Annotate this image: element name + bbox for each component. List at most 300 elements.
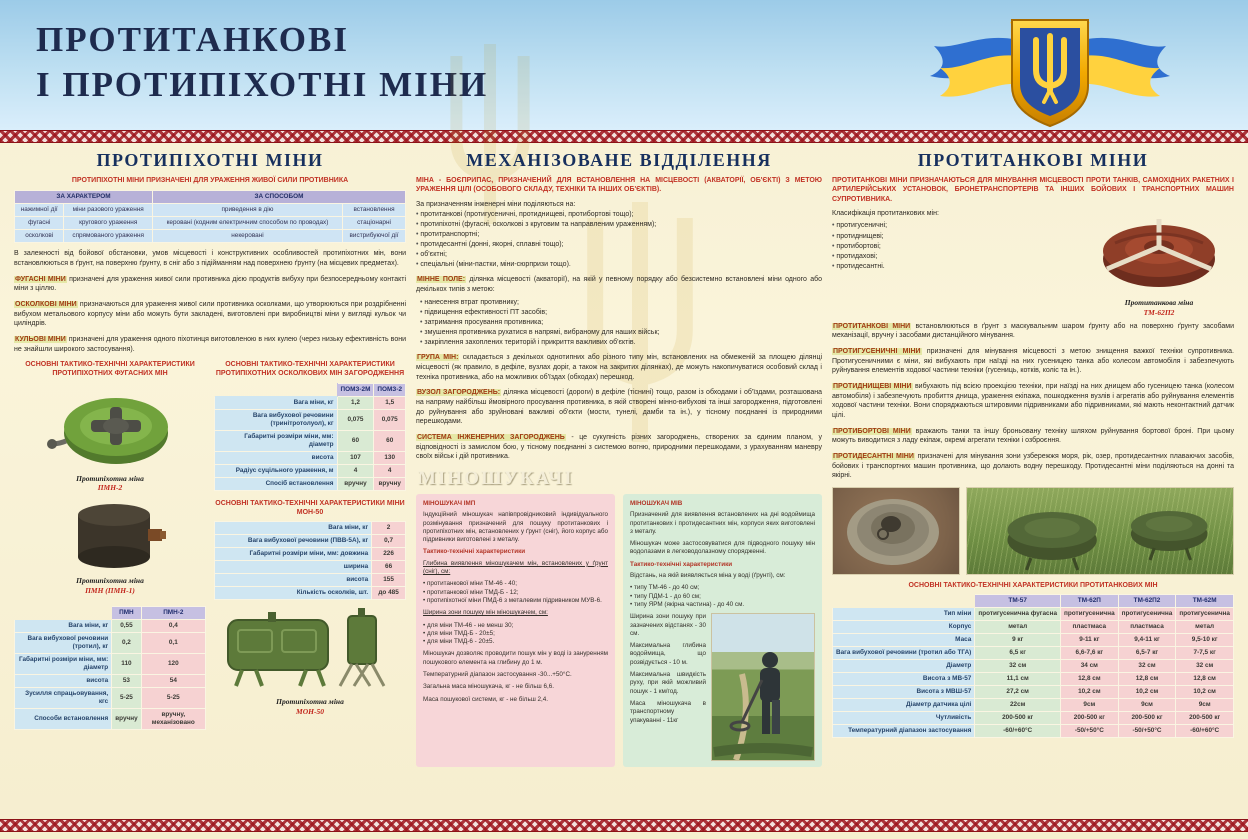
tm62p2-mine-image bbox=[1089, 209, 1229, 293]
table-cell: вистрибуючої дії bbox=[343, 230, 406, 243]
imp-subtitle: Тактико-технічні характеристики bbox=[423, 548, 526, 556]
paragraph-lead: ГРУПА МІН: bbox=[417, 354, 459, 362]
table-row bbox=[15, 688, 206, 709]
table-cell: 7-7,5 кг bbox=[1176, 647, 1234, 660]
left-heading: ПРОТИПІХОТНІ МІНИ bbox=[96, 150, 324, 170]
table-cell: 5-25 bbox=[141, 688, 205, 709]
miv-detector-box bbox=[623, 494, 822, 767]
miv-title: МІНОШУКАЧ МІВ bbox=[630, 500, 683, 507]
list-item: • протипіхотні (фугасні, осколкові з круговим та направленим ураженням); bbox=[416, 220, 822, 230]
mines-in-grass-photo bbox=[966, 487, 1234, 575]
table-row bbox=[215, 477, 406, 490]
ttx-oskol-title: ОСНОВНІ ТАКТИКО-ТЕХНІЧНІ ХАРАКТЕРИСТИКИ ПРОТИПІХОТНИХ ОСКОЛКОВИХ МІН ЗАГОРОДЖЕННЯ bbox=[215, 361, 405, 378]
list-item: • протиднищеві; bbox=[832, 232, 1078, 242]
table-cell: Радіус суцільного ураження, м bbox=[215, 464, 338, 477]
table-row bbox=[215, 535, 406, 548]
table-cell: 9см bbox=[1061, 699, 1119, 712]
paragraph-text: встановлюються в ґрунт з маскувальним шаром ґрунту або на поверхню ґрунту засобами механізації, вручну і засобами дистанційного мінування. bbox=[832, 322, 1234, 340]
table-cell: вручну, механізовано bbox=[141, 709, 205, 730]
list-item: • протидесантні (донні, якорні, сплавні тощо); bbox=[416, 240, 822, 250]
table-row bbox=[15, 633, 206, 654]
detector-boxes bbox=[416, 494, 822, 767]
table-cell: -60/+60°С bbox=[975, 725, 1061, 738]
table-cell: ширина bbox=[215, 561, 372, 574]
table-cell: 60 bbox=[337, 430, 374, 451]
sapper-silhouette-icon bbox=[712, 614, 814, 760]
pmn1-figure bbox=[14, 499, 206, 600]
mon50-figure bbox=[214, 606, 406, 730]
table-cell: Вага вибухової речовини (тринітротолуол), кг bbox=[215, 409, 338, 430]
table-cell: 54 bbox=[141, 675, 205, 688]
paragraph-lead: СИСТЕМА ІНЖЕНЕРНИХ ЗАГОРОДЖЕНЬ bbox=[417, 434, 565, 442]
table-cell: Вага вибухової речовини (тротил), кг bbox=[15, 633, 112, 654]
table-row bbox=[215, 396, 406, 409]
imp-width-list bbox=[423, 622, 608, 647]
table-row bbox=[833, 699, 1234, 712]
sapper-field-photo bbox=[711, 613, 815, 761]
table-cell: 10,2 см bbox=[1176, 686, 1234, 699]
paragraph: Максимальна глибина водоймища, що розвідується - 10 м. bbox=[630, 642, 706, 666]
table-cell: Способи встановлення bbox=[15, 709, 112, 730]
paragraph bbox=[14, 335, 406, 354]
minefield-bullets bbox=[420, 298, 822, 348]
paragraph bbox=[416, 388, 822, 427]
table-cell: кругового ураження bbox=[64, 217, 153, 230]
paragraph-text: - це сукупність різних загороджень, створених за єдиним планом, у відповідності із замислом бою, у тісному поєднанні з системою вогню, природними перешкодами, з урахуванням маневру своїх військ і дій противника. bbox=[416, 434, 822, 461]
ribbon-left-icon bbox=[930, 38, 1018, 97]
table-cell: до 485 bbox=[372, 587, 406, 600]
table-cell: 9см bbox=[1176, 699, 1234, 712]
table-row bbox=[833, 725, 1234, 738]
table-cell: 32 см bbox=[975, 660, 1061, 673]
mon50-table bbox=[214, 521, 406, 600]
paragraph: Маса міношукача в транспортному упакуванні - 11кг bbox=[630, 699, 706, 724]
table-cell: 0,1 bbox=[141, 633, 205, 654]
paragraph-text: призначені для ураження одного піхотинця виготовленою в них кулею (через низьку ефективність вони не знайшли широкого застосування). bbox=[14, 336, 406, 353]
caption-model: ПМН (ПМН-1) bbox=[85, 585, 135, 595]
imp-depth-list bbox=[423, 580, 608, 605]
caption-text: Протипіхотна міна bbox=[276, 697, 344, 707]
table-cell: Габаритні розміри міни, мм: діаметр bbox=[215, 430, 338, 451]
imp-width-label: Ширина зони пошуку мін міношукачем, см: bbox=[423, 609, 548, 617]
header-band bbox=[0, 0, 1248, 130]
table-cell: висота bbox=[215, 574, 372, 587]
table-row bbox=[215, 561, 406, 574]
content-columns bbox=[14, 148, 1234, 815]
paragraph-lead: ПРОТИГУСЕНИЧНІ МІНИ bbox=[833, 348, 921, 356]
paragraph-text: складається з декількох однотипних або різного типу мін, встановлених на обмеженій за площею ділянці місцевості (як правило, в дефіле, вузлах доріг, а також на закритих ділянках), де можуть накопичуватися особовий склад і техніка противника, або на можливих об'їздах (обходах) перешкод. bbox=[416, 354, 822, 381]
table-row bbox=[215, 409, 406, 430]
paragraph bbox=[832, 347, 1234, 376]
table-cell: 0,075 bbox=[337, 409, 374, 430]
table-row bbox=[215, 451, 406, 464]
caption-model: ТМ-62П2 bbox=[1143, 308, 1175, 318]
paragraph bbox=[832, 382, 1234, 421]
left-intro: ПРОТИПІХОТНІ МІНИ ПРИЗНАЧЕНІ ДЛЯ УРАЖЕННЯ ЖИВОЇ СИЛИ ПРОТИВНИКА bbox=[71, 177, 349, 184]
middle-column-engineering bbox=[416, 148, 822, 815]
table-cell: міни разового ураження bbox=[64, 204, 153, 217]
paragraph-lead: ПРОТИТАНКОВІ МІНИ bbox=[833, 322, 911, 330]
table-cell: 120 bbox=[141, 654, 205, 675]
table-row bbox=[833, 647, 1234, 660]
tm62-caption bbox=[1084, 298, 1234, 318]
table-row bbox=[833, 660, 1234, 673]
paragraph: Призначений для виявлення встановлених на дні водоймища протитанкових і протидесантних мін, корпуси яких виготовлені з металу. bbox=[630, 511, 815, 535]
list-item: • протигусеничні; bbox=[832, 221, 1078, 231]
table-cell: -50/+50°С bbox=[1118, 725, 1176, 738]
paragraph-text: призначені для мінування місцевості з метою знищення важкої техніки супротивника. Протигусеничними є міни, які вибухають при наїзді на них гусеницею танка або колесом автомобіля і забезпечують руйнування елементів ходової частини техніки (гусениць, котків, коліс та ін.). bbox=[832, 348, 1234, 375]
mine-in-ground-photo bbox=[832, 487, 960, 575]
table-cell: висота bbox=[215, 451, 338, 464]
table-cell: 6,5-7 кг bbox=[1118, 647, 1176, 660]
list-item: • закріплення захоплених територій і прикриття важливих об'єктів. bbox=[420, 338, 822, 348]
table-cell: пластмаса bbox=[1061, 621, 1119, 634]
tm-table-title: ОСНОВНІ ТАКТИКО-ТЕХНІЧНІ ХАРАКТЕРИСТИКИ ПРОТИТАНКОВИХ МІН bbox=[908, 582, 1158, 589]
table-cell: 0,7 bbox=[372, 535, 406, 548]
pmn-block bbox=[14, 606, 206, 730]
ukraine-emblem-icon bbox=[900, 12, 1200, 128]
mon50-block bbox=[214, 499, 406, 600]
table-cell: 226 bbox=[372, 548, 406, 561]
paragraph: Загальна маса міношукача, кг - не більш 6,6. bbox=[423, 683, 554, 691]
table-cell: 1,5 bbox=[374, 396, 406, 409]
table-cell: Кількість осколків, шт. bbox=[215, 587, 372, 600]
table-cell: Діаметр bbox=[833, 660, 975, 673]
table-cell: 0,2 bbox=[112, 633, 141, 654]
table-cell: 107 bbox=[337, 451, 374, 464]
list-item: • протитанкової міни ТМ-46 - 40; bbox=[423, 580, 608, 588]
table-row bbox=[215, 548, 406, 561]
paragraph: Індукційний міношукач напівпровідниковий індивідуального розмінування призначений для пошуку протитанкових і протипіхотних мін, встановлених у ґрунт (сніг), його корпус або підривники виготовлені з металу. bbox=[423, 511, 608, 544]
imp-detector-box bbox=[416, 494, 615, 767]
table-cell: метал bbox=[975, 621, 1061, 634]
paragraph bbox=[14, 249, 406, 268]
paragraph-lead: КУЛЬОВІ МІНИ bbox=[15, 336, 66, 344]
list-item: • протибортові; bbox=[832, 242, 1078, 252]
table-cell: 0,4 bbox=[141, 620, 205, 633]
table-cell: Вага міни, кг bbox=[15, 620, 112, 633]
paragraph: Міношукач дозволяє проводити пошук мін у воді із зануренням пошукового елемента на глибину до 1 м. bbox=[423, 650, 608, 666]
table-cell: Вага вибухової речовини (тротил або ТГА) bbox=[833, 647, 975, 660]
table-cell: нажимної дії bbox=[15, 204, 64, 217]
table-cell: 4 bbox=[337, 464, 374, 477]
table-row bbox=[215, 464, 406, 477]
table-cell: Вага міни, кг bbox=[215, 396, 338, 409]
table-cell: Спосіб встановлення bbox=[215, 477, 338, 490]
table-row bbox=[15, 675, 206, 688]
paragraph bbox=[832, 322, 1234, 341]
list-item: • для міни ТМД-6 - 20±5. bbox=[423, 638, 608, 646]
imp-title: МІНОШУКАЧ ІМП bbox=[423, 500, 476, 507]
table-row bbox=[215, 383, 406, 396]
middle-intro: МІНА - БОЄПРИПАС, ПРИЗНАЧЕНИЙ ДЛЯ ВСТАНОВЛЕННЯ НА МІСЦЕВОСТІ (АКВАТОРІЇ, ОБ'ЄКТІ) З МЕТОЮ УРАЖЕННЯ ЦІЛІ (ОСОБОВОГО СКЛАДУ, ТЕХНІКИ ТА ІНШИХ ОБ'ЄКТІВ). bbox=[416, 177, 822, 194]
table-cell: 6,5 кг bbox=[975, 647, 1061, 660]
table-cell: Габаритні розміри міни, мм: діаметр bbox=[15, 654, 112, 675]
table-row bbox=[15, 204, 406, 217]
imp-depth-label: Глибина виявлення міношукачем мін, встановлених у ґрунт (сніг), см: bbox=[423, 559, 608, 576]
table-cell: 32 см bbox=[1176, 660, 1234, 673]
list-item: • нанесення втрат противнику; bbox=[420, 298, 822, 308]
table-cell: Діаметр датчика цілі bbox=[833, 699, 975, 712]
table-header-cell: ТМ-57 bbox=[975, 595, 1061, 608]
table-header-cell: ПОМЗ-2 bbox=[374, 383, 406, 396]
table-row bbox=[215, 574, 406, 587]
table-cell: 34 см bbox=[1061, 660, 1119, 673]
poster-title bbox=[36, 18, 488, 108]
miv-dist-label: Відстань, на якій виявляється міна у воді (ґрунті), см: bbox=[630, 572, 786, 580]
table-cell: 9см bbox=[1118, 699, 1176, 712]
paragraph bbox=[416, 275, 822, 294]
table-cell: стаціонарні bbox=[343, 217, 406, 230]
table-cell: вручну bbox=[112, 709, 141, 730]
list-item: • типу ПДМ-1 - до 60 см; bbox=[630, 593, 815, 601]
table-header-cell: ТМ-62П bbox=[1061, 595, 1119, 608]
table-row bbox=[15, 654, 206, 675]
paragraph-lead: ПРОТИДЕСАНТНІ МІНИ bbox=[833, 453, 914, 461]
caption-model: МОН-50 bbox=[296, 706, 324, 716]
table-cell: 9-11 кг bbox=[1061, 634, 1119, 647]
table-cell: 155 bbox=[372, 574, 406, 587]
paragraph-lead: МІННЕ ПОЛЕ: bbox=[417, 276, 466, 284]
table-cell: Зусилля спрацьовування, кгс bbox=[15, 688, 112, 709]
table-row bbox=[15, 191, 406, 204]
ornament-border-bottom bbox=[0, 819, 1248, 832]
table-cell: Температурний діапазон застосування bbox=[833, 725, 975, 738]
paragraph-text: вибухають під всією проекцією техніки, при наїзді на них днищем або гусеницею танка (колесом автомобіля) і забезпечують пробиття днища, ураження екіпажа, пошкодження вузлів і агрегатів або руйнування елементів ходової частини техніки. Вони споряджаються штировими підривниками або підривниками, які мають неконтактний датчик цілі. bbox=[832, 383, 1234, 420]
left-column-antipersonnel bbox=[14, 148, 406, 815]
table-row bbox=[215, 430, 406, 451]
ttx-fugas-title: ОСНОВНІ ТАКТИКО-ТЕХНІЧНІ ХАРАКТЕРИСТИКИ ПРОТИПІХОТНИХ ФУГАСНИХ МІН bbox=[25, 361, 195, 378]
table-row bbox=[15, 620, 206, 633]
caption-text: Протитанкова міна bbox=[1124, 298, 1194, 308]
ribbon-right-icon bbox=[1082, 38, 1170, 97]
table-header-cell: ТМ-62М bbox=[1176, 595, 1234, 608]
mon50-mine-image bbox=[222, 606, 398, 692]
table-cell: Чутливість bbox=[833, 712, 975, 725]
table-cell: 11,1 см bbox=[975, 673, 1061, 686]
ornament-border-top bbox=[0, 130, 1248, 143]
list-item: • протидесантні. bbox=[832, 262, 1078, 272]
right-intro: ПРОТИТАНКОВІ МІНИ ПРИЗНАЧАЮТЬСЯ ДЛЯ МІНУВАННЯ МІСЦЕВОСТІ ПРОТИ ТАНКІВ, САМОХІДНИХ РАКЕТНИХ І АРТИЛЕРІЙСЬКИХ УСТАНОВОК, БРОНЕТРАНСПОРТЕРІВ ТА ІНШИХ БОЙОВИХ І ТРАНСПОРТНИХ МАШИН СУПРОТИВНИКА. bbox=[832, 177, 1234, 203]
list-item: • протитанкові (протигусеничні, протиднищеві, протибортові тощо); bbox=[416, 210, 822, 220]
paragraph-lead: ФУГАСНІ МІНИ bbox=[15, 275, 66, 283]
table-cell: 4 bbox=[374, 464, 406, 477]
table-header-cell: ТМ-62П2 bbox=[1118, 595, 1176, 608]
paragraph-text: ділянка місцевості (дороги) в дефіле (тіснині) тощо, разом із обходами і об'їздами, розташована на напряму найбільш ймовірного просування противника, в якій створені мінно-вибухові та інші загородження, підготовлені до руйнування або зруйновані важливі об'єкти (мости, тунелі, дамби та ін.), у тісному поєднанні із природними перешкодами. bbox=[416, 389, 822, 426]
mine-types-label: За призначенням інженерні міни поділяються на: bbox=[416, 200, 576, 208]
mon50-caption bbox=[214, 697, 406, 717]
table-row bbox=[15, 230, 406, 243]
table-cell: приведення в дію bbox=[152, 204, 342, 217]
table-row bbox=[15, 217, 406, 230]
table-cell: -60/+60°С bbox=[1176, 725, 1234, 738]
table-cell: Вага міни, кг bbox=[215, 522, 372, 535]
list-item: • спеціальні (міни-пастки, міни-сюрпризи тощо). bbox=[416, 260, 822, 270]
paragraph bbox=[14, 275, 406, 294]
detectors-heading: МІНОШУКАЧІ bbox=[418, 468, 574, 489]
mon50-title: ОСНОВНІ ТАКТИКО-ТЕХНІЧНІ ХАРАКТЕРИСТИКИ МІНИ МОН-50 bbox=[215, 500, 405, 517]
paragraph-text: ділянка місцевості (акваторії), на якій у певному порядку або безсистемно встановлені міни одного або декількох типів з метою: bbox=[416, 276, 822, 294]
caption-model: ПМН-2 bbox=[97, 483, 123, 493]
table-cell: 6,6-7,6 кг bbox=[1061, 647, 1119, 660]
paragraph-text: призначені для ураження живої сили противника дією продуктів вибуху при безпосередньому контакті міни з ціллю. bbox=[14, 275, 406, 293]
paragraph-text: В залежності від бойової обстановки, умов місцевості і конструктивних особливостей протипіхотних мін, вони встановлюються в ґрунт, на поверхню ґрунту, в сніг або з підійманням над поверхнею ґрунту (на місцевих предметах). bbox=[14, 250, 406, 268]
table-cell: Габаритні розміри міни, мм: довжина bbox=[215, 548, 372, 561]
table-row bbox=[15, 709, 206, 730]
table-row bbox=[215, 522, 406, 535]
list-item: • протидахові; bbox=[832, 252, 1078, 262]
pmn-table bbox=[14, 606, 206, 730]
table-cell: 110 bbox=[112, 654, 141, 675]
pmn1-mine-image bbox=[50, 499, 170, 571]
pmn2-mine-image bbox=[44, 383, 176, 469]
table-cell: 130 bbox=[374, 451, 406, 464]
list-item: • підвищення ефективності ПТ засобів; bbox=[420, 308, 822, 318]
coat-of-arms bbox=[900, 12, 1200, 128]
pomz-block bbox=[214, 360, 406, 493]
caption-text: Протипіхотна міна bbox=[76, 576, 144, 586]
surface-mines-icon bbox=[967, 488, 1233, 574]
table-cell: 10,2 см bbox=[1118, 686, 1176, 699]
table-cell: Корпус bbox=[833, 621, 975, 634]
table-cell: 60 bbox=[374, 430, 406, 451]
paragraph-lead: ПРОТИДНИЩЕВІ МІНИ bbox=[833, 383, 912, 391]
paragraph: Ширина зони пошуку при зазначених відстанях - 30 см. bbox=[630, 613, 706, 637]
table-cell: 66 bbox=[372, 561, 406, 574]
paragraph bbox=[416, 353, 822, 382]
paragraph: Маса пошукової системи, кг - не більш 2,4. bbox=[423, 695, 549, 703]
table-cell: вручну bbox=[337, 477, 374, 490]
table-cell: 12,8 см bbox=[1061, 673, 1119, 686]
paragraph-lead: ПРОТИБОРТОВІ МІНИ bbox=[833, 427, 911, 435]
classification-label: Класифікація протитанкових мін: bbox=[832, 210, 939, 218]
table-row bbox=[833, 621, 1234, 634]
table-row bbox=[833, 712, 1234, 725]
right-heading: ПРОТИТАНКОВІ МІНИ bbox=[917, 150, 1149, 170]
table-header-cell: ЗА ХАРАКТЕРОМ bbox=[15, 191, 153, 204]
table-cell: метал bbox=[1176, 621, 1234, 634]
table-cell: фугасні bbox=[15, 217, 64, 230]
miv-subtitle: Тактико-технічні характеристики bbox=[630, 560, 733, 568]
table-cell: осколкові bbox=[15, 230, 64, 243]
table-header-cell: ПМН-2 bbox=[141, 607, 205, 620]
table-cell: вручну bbox=[374, 477, 406, 490]
list-item: • протитанкової міни ТМД-Б - 12; bbox=[423, 589, 608, 597]
table-cell: Висота з МВ-57 bbox=[833, 673, 975, 686]
table-cell: 200-500 кг bbox=[1118, 712, 1176, 725]
table-cell: некеровані bbox=[152, 230, 342, 243]
table-cell: 0,55 bbox=[112, 620, 141, 633]
list-item: • для міни ТМД-Б - 20±5; bbox=[423, 630, 608, 638]
pmn2-figure bbox=[14, 360, 206, 493]
paragraph-text: призначені для мінування зони узбережжя моря, рік, озер, протидесантних плаваючих засобів, бойових і транспортних машин противника, що долають водну перешкоду. Протидесантні міни поділяються на донні та якірні. bbox=[832, 453, 1234, 480]
paragraph-text: призначаються для ураження живої сили противника осколками, що утворюються при роздрібненні вибухом метальового корпусу міни або можуть бути закладені, виготовлені при виробництві міни у вигляді кульок чи циліндрів. bbox=[14, 301, 406, 328]
table-cell: 5-25 bbox=[112, 688, 141, 709]
table-cell: 2 bbox=[372, 522, 406, 535]
paragraph: Максимальна швидкість руху, при якій можливий пошук - 1 км/год. bbox=[630, 671, 706, 695]
table-header-cell: ЗА СПОСОБОМ bbox=[152, 191, 405, 204]
paragraph bbox=[832, 452, 1234, 481]
paragraph: Міношукач може застосовуватися для підводного пошуку мін водолазами в легководолазному спорядженні. bbox=[630, 540, 815, 556]
table-cell: 9,4-11 кг bbox=[1118, 634, 1176, 647]
paragraph-text: вражають танки та іншу броньовану техніку шляхом руйнування бортової броні. При цьому можуть виводитися з ладу екіпаж, окремі агрегати техніки і озброєння. bbox=[832, 427, 1234, 445]
middle-heading: МЕХАНІЗОВАНЕ ВІДДІЛЕННЯ bbox=[466, 150, 772, 170]
antitank-table bbox=[832, 594, 1234, 738]
table-cell: спрямованого ураження bbox=[64, 230, 153, 243]
table-row bbox=[833, 673, 1234, 686]
table-cell: 200-500 кг bbox=[1061, 712, 1119, 725]
pomz-table bbox=[214, 383, 406, 491]
list-item: • об'єктні; bbox=[416, 250, 822, 260]
table-cell: 9,5-10 кг bbox=[1176, 634, 1234, 647]
buried-mine-icon bbox=[833, 488, 959, 574]
table-cell: 0,075 bbox=[374, 409, 406, 430]
table-cell: 12,8 см bbox=[1118, 673, 1176, 686]
pmn2-caption bbox=[14, 474, 206, 494]
pmn1-caption bbox=[14, 576, 206, 596]
table-header-cell: ПОМЗ-2М bbox=[337, 383, 374, 396]
table-row bbox=[833, 634, 1234, 647]
table-cell: -50/+50°С bbox=[1061, 725, 1119, 738]
table-cell: 27,2 см bbox=[975, 686, 1061, 699]
table-cell: протигусенична bbox=[1118, 608, 1176, 621]
paragraph-lead: ВУЗОЛ ЗАГОРОДЖЕНЬ: bbox=[417, 389, 501, 397]
paragraph bbox=[14, 300, 406, 329]
classification-table bbox=[14, 190, 406, 243]
table-cell: 9 кг bbox=[975, 634, 1061, 647]
table-row bbox=[833, 595, 1234, 608]
table-cell: 1,2 bbox=[337, 396, 374, 409]
list-item: • для міни ТМ-46 - не менш 30; bbox=[423, 622, 608, 630]
table-cell: пластмаса bbox=[1118, 621, 1176, 634]
table-cell: 32 см bbox=[1118, 660, 1176, 673]
table-cell: 12,8 см bbox=[1176, 673, 1234, 686]
table-cell: Вага вибухової речовини (ПВВ-5А), кг bbox=[215, 535, 372, 548]
table-row bbox=[15, 607, 206, 620]
table-row bbox=[833, 686, 1234, 699]
list-item: • типу ЯРМ (якірна частина) - до 40 см. bbox=[630, 601, 815, 609]
table-cell: протигусенична bbox=[1176, 608, 1234, 621]
table-cell: 22см bbox=[975, 699, 1061, 712]
table-cell: 53 bbox=[112, 675, 141, 688]
mine-types-list bbox=[416, 200, 822, 270]
tm62-figure bbox=[1084, 209, 1234, 318]
poster-title-line1: ПРОТИТАНКОВІ bbox=[36, 20, 349, 59]
table-cell: встановлення bbox=[343, 204, 406, 217]
table-cell: протигусенична фугасна bbox=[975, 608, 1061, 621]
antitank-classification bbox=[832, 209, 1078, 318]
table-row bbox=[215, 587, 406, 600]
paragraph bbox=[416, 433, 822, 462]
paragraph-lead: ОСКОЛКОВІ МІНИ bbox=[15, 301, 77, 309]
list-item: • затримання просування противника; bbox=[420, 318, 822, 328]
right-column-antitank bbox=[832, 148, 1234, 815]
paragraph bbox=[832, 427, 1234, 446]
table-cell: 200-500 кг bbox=[975, 712, 1061, 725]
table-header-cell: ПМН bbox=[112, 607, 141, 620]
list-item: • змушення противника рухатися в напрямі, вибраному для наших військ; bbox=[420, 328, 822, 338]
caption-text: Протипіхотна міна bbox=[76, 473, 144, 483]
list-item: • протипіхотної міни ПМД-6 з металевим підривником МУВ-6. bbox=[423, 597, 608, 605]
miv-dist-list bbox=[630, 584, 815, 609]
table-cell: 200-500 кг bbox=[1176, 712, 1234, 725]
table-cell: керовані (кодним електричним способом по проводах) bbox=[152, 217, 342, 230]
table-cell: 10,2 см bbox=[1061, 686, 1119, 699]
list-item: • протитранспортні; bbox=[416, 230, 822, 240]
table-row bbox=[833, 608, 1234, 621]
list-item: • типу ТМ-46 - до 40 см; bbox=[630, 584, 815, 592]
table-cell: протигусенична bbox=[1061, 608, 1119, 621]
